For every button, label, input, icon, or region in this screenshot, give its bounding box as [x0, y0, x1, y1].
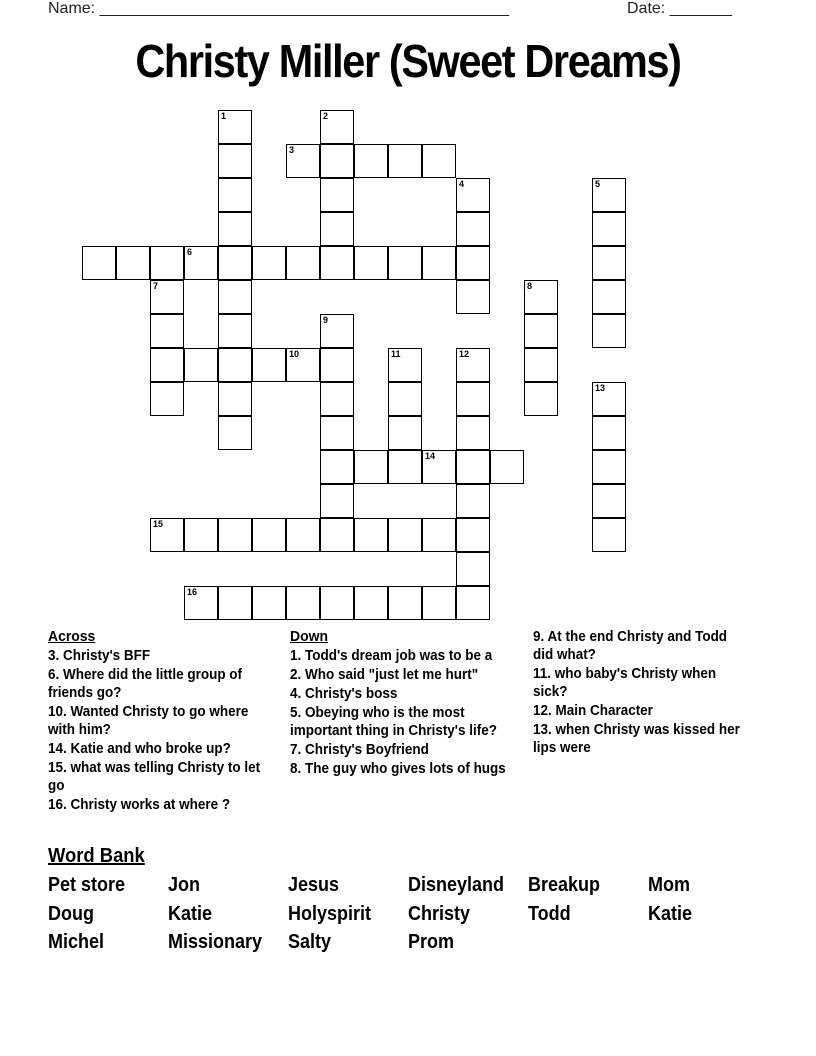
crossword-cell[interactable] [422, 518, 456, 552]
word-bank-item: Pet store [48, 874, 126, 896]
crossword-cell[interactable] [354, 144, 388, 178]
clue-number: 10 [289, 349, 300, 359]
crossword-cell[interactable] [320, 450, 354, 484]
crossword-cell[interactable] [320, 348, 354, 382]
clue-number: 13 [595, 383, 606, 393]
crossword-cell[interactable] [422, 586, 456, 620]
clue-across-15: 15. what was telling Christy to let go [48, 760, 261, 794]
crossword-cell[interactable] [592, 280, 626, 314]
crossword-cell[interactable] [524, 348, 558, 382]
word-bank-item: Missionary [168, 931, 263, 953]
crossword-cell[interactable] [456, 178, 490, 212]
clue-number: 9 [323, 315, 329, 325]
clue-across-14: 14. Katie and who broke up? [48, 741, 231, 757]
crossword-cell[interactable] [218, 110, 252, 144]
word-bank-item: Katie [648, 903, 693, 925]
crossword-cell[interactable] [456, 552, 490, 586]
word-bank-item: Jesus [288, 874, 340, 896]
crossword-cell[interactable] [422, 246, 456, 280]
word-bank-item: Breakup [528, 874, 601, 896]
clue-number: 1 [221, 111, 227, 121]
word-bank-item: Doug [48, 903, 94, 925]
crossword-cell[interactable] [524, 280, 558, 314]
word-bank-item: Prom [408, 931, 455, 953]
word-bank-title: Word Bank [48, 845, 145, 867]
crossword-cell[interactable] [354, 450, 388, 484]
clue-number: 14 [425, 451, 436, 461]
crossword-cell[interactable] [82, 246, 116, 280]
crossword-cell[interactable] [218, 416, 252, 450]
crossword-cell[interactable] [150, 382, 184, 416]
crossword-cell[interactable] [456, 348, 490, 382]
crossword-cell[interactable] [456, 518, 490, 552]
crossword-cell[interactable] [320, 484, 354, 518]
across-clues [48, 628, 271, 815]
crossword-cell[interactable] [456, 382, 490, 416]
word-bank-item: Katie [168, 903, 213, 925]
crossword-cell[interactable] [116, 246, 150, 280]
crossword-cell[interactable] [286, 586, 320, 620]
crossword-cell[interactable] [456, 484, 490, 518]
crossword-cell[interactable] [286, 246, 320, 280]
date-field-label: Date: _______ [627, 0, 732, 17]
clue-number: 16 [187, 587, 198, 597]
clue-number: 4 [459, 179, 465, 189]
crossword-cell[interactable] [456, 450, 490, 484]
crossword-cell[interactable] [388, 586, 422, 620]
clue-number: 3 [289, 145, 295, 155]
crossword-cell[interactable] [218, 348, 252, 382]
word-bank-item: Jon [168, 874, 201, 896]
crossword-cell[interactable] [150, 518, 184, 552]
crossword-cell[interactable] [388, 144, 422, 178]
crossword-cell[interactable] [592, 212, 626, 246]
clue-down-12: 12. Main Character [533, 703, 653, 719]
crossword-cell[interactable] [218, 178, 252, 212]
crossword-cell[interactable] [354, 246, 388, 280]
crossword-cell[interactable] [218, 246, 252, 280]
down-heading: Down [290, 628, 328, 645]
crossword-cell[interactable] [218, 314, 252, 348]
crossword-cell[interactable] [320, 178, 354, 212]
clue-number: 2 [323, 111, 329, 121]
clue-number: 5 [595, 179, 601, 189]
crossword-cell[interactable] [184, 518, 218, 552]
down-clues [290, 628, 523, 779]
crossword-cell[interactable] [354, 518, 388, 552]
crossword-cell[interactable] [150, 348, 184, 382]
word-bank-item: Disneyland [408, 874, 505, 896]
clue-down-2: 2. Who said "just let me hurt" [290, 667, 479, 683]
clue-across-10: 10. Wanted Christy to go where with him? [48, 704, 249, 738]
clue-down-11: 11. who baby's Christy when sick? [533, 666, 717, 700]
crossword-cell[interactable] [218, 280, 252, 314]
crossword-cell[interactable] [252, 518, 286, 552]
crossword-cell[interactable] [320, 314, 354, 348]
crossword-cell[interactable] [592, 314, 626, 348]
clue-across-6: 6. Where did the little group of friends go? [48, 667, 243, 701]
crossword-cell[interactable] [252, 348, 286, 382]
clue-down-9: 9. At the end Christy and Todd did what? [533, 629, 728, 663]
word-bank-item: Salty [288, 931, 332, 953]
crossword-cell[interactable] [422, 144, 456, 178]
crossword-cell[interactable] [252, 246, 286, 280]
clue-down-4: 4. Christy's boss [290, 686, 398, 702]
crossword-cell[interactable] [388, 518, 422, 552]
crossword-cell[interactable] [388, 246, 422, 280]
crossword-cell[interactable] [320, 382, 354, 416]
crossword-cell[interactable] [184, 348, 218, 382]
crossword-cell[interactable] [456, 246, 490, 280]
down-clues-continued [533, 628, 747, 758]
crossword-cell[interactable] [320, 212, 354, 246]
crossword-cell[interactable] [388, 416, 422, 450]
clue-number: 6 [187, 247, 193, 257]
clue-number: 8 [527, 281, 533, 291]
crossword-cell[interactable] [490, 450, 524, 484]
clue-number: 11 [391, 349, 401, 359]
crossword-cell[interactable] [456, 416, 490, 450]
clue-number: 7 [153, 281, 159, 291]
word-bank-item: Holyspirit [288, 903, 372, 925]
crossword-cell[interactable] [592, 246, 626, 280]
clue-down-8: 8. The guy who gives lots of hugs [290, 761, 506, 777]
crossword-cell[interactable] [592, 450, 626, 484]
crossword-cell[interactable] [150, 280, 184, 314]
crossword-cell[interactable] [354, 586, 388, 620]
crossword-cell[interactable] [592, 178, 626, 212]
crossword-cell[interactable] [388, 450, 422, 484]
crossword-cell[interactable] [252, 586, 286, 620]
crossword-cell[interactable] [592, 382, 626, 416]
crossword-cell[interactable] [286, 518, 320, 552]
puzzle-title: Christy Miller (Sweet Dreams) [135, 35, 681, 87]
crossword-cell[interactable] [592, 416, 626, 450]
crossword-cell[interactable] [422, 450, 456, 484]
word-bank-item: Mom [648, 874, 691, 896]
crossword-cell[interactable] [388, 348, 422, 382]
crossword-cell[interactable] [218, 212, 252, 246]
crossword-cell[interactable] [456, 212, 490, 246]
crossword-cell[interactable] [592, 518, 626, 552]
crossword-cell[interactable] [592, 484, 626, 518]
name-field-label: Name: ______________________________________________ [48, 0, 509, 17]
crossword-cell[interactable] [320, 144, 354, 178]
clue-number: 15 [153, 519, 164, 529]
crossword-cell[interactable] [184, 586, 218, 620]
crossword-cell[interactable] [184, 246, 218, 280]
crossword-cell[interactable] [524, 314, 558, 348]
clue-across-3: 3. Christy's BFF [48, 648, 151, 664]
word-bank-item: Christy [408, 903, 471, 925]
crossword-cell[interactable] [320, 416, 354, 450]
crossword-cell[interactable] [456, 586, 490, 620]
crossword-cell[interactable] [218, 144, 252, 178]
clue-down-13: 13. when Christy was kissed her lips were [533, 722, 740, 756]
crossword-cell[interactable] [320, 518, 354, 552]
crossword-cell[interactable] [218, 518, 252, 552]
crossword-cell[interactable] [218, 382, 252, 416]
clue-down-1: 1. Todd's dream job was to be a [290, 648, 493, 664]
crossword-cell[interactable] [388, 382, 422, 416]
word-bank-item: Michel [48, 931, 105, 953]
crossword-cell[interactable] [218, 586, 252, 620]
clue-down-7: 7. Christy's Boyfriend [290, 742, 429, 758]
crossword-cell[interactable] [456, 280, 490, 314]
crossword-cell[interactable] [320, 586, 354, 620]
clue-number: 12 [459, 349, 470, 359]
clue-down-5: 5. Obeying who is the most important thing in Christy's life? [290, 705, 497, 739]
across-heading: Across [48, 628, 96, 645]
clue-across-16: 16. Christy works at where ? [48, 797, 231, 813]
crossword-cell[interactable] [150, 314, 184, 348]
word-bank-item: Todd [528, 903, 571, 925]
crossword-cell[interactable] [286, 348, 320, 382]
crossword-cell[interactable] [320, 110, 354, 144]
crossword-cell[interactable] [320, 246, 354, 280]
crossword-cell[interactable] [524, 382, 558, 416]
crossword-cell[interactable] [286, 144, 320, 178]
crossword-cell[interactable] [150, 246, 184, 280]
